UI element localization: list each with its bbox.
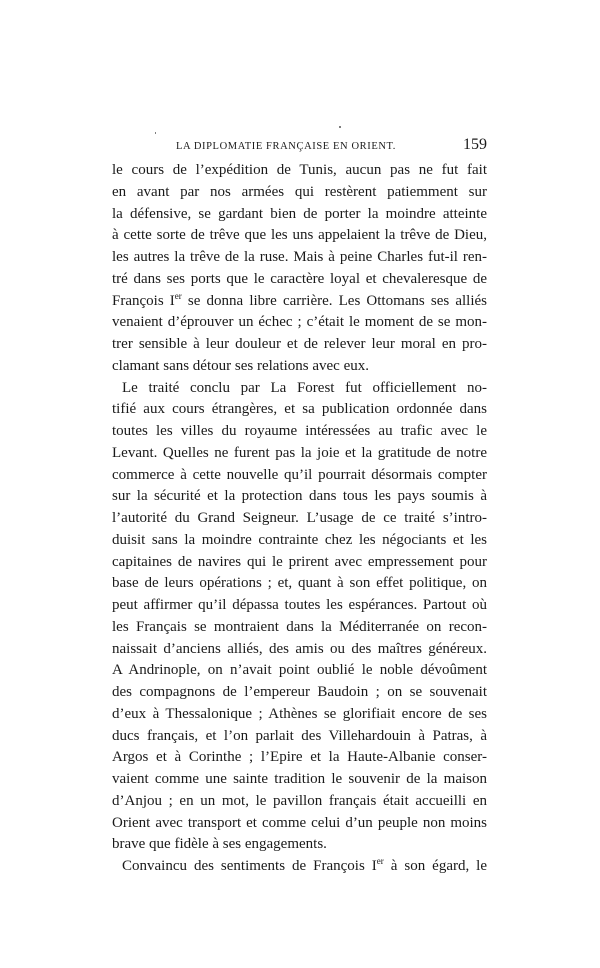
paper-speck (155, 132, 156, 134)
body-text (112, 160, 487, 878)
page-number: 159 (463, 136, 487, 153)
text-line: capitaines de navires qui le prirent avec empressement pour (112, 553, 487, 570)
text-line: ducs français, et l’on parlait des Villehardouin à Patras, à (112, 727, 487, 744)
text-line: clamant sans détour ses relations avec eux. (112, 357, 369, 374)
text-line: des compagnons de l’empereur Baudoin ; on se souvenait (112, 684, 487, 700)
text-line: d’Anjou ; en un mot, le pavillon français était accueilli en (112, 792, 487, 809)
text-line: Levant. Quelles ne furent pas la joie et la gratitude de notre (112, 444, 487, 461)
text-line: tré dans ses ports que le caractère loyal et chevaleresque de (112, 270, 487, 287)
text-line: A Andrinople, on n’avait point oublié le noble dévoûment (112, 662, 487, 679)
text-line: venaient d’éprouver un échec ; c’était le moment de se mon- (112, 314, 487, 331)
running-title: LA DIPLOMATIE FRANÇAISE EN ORIENT. (176, 141, 396, 152)
text-line: toutes les villes du royaume intéressées au trafic avec le (112, 423, 487, 439)
paper-speck (339, 126, 341, 128)
text-line: base de leurs opérations ; et, quant à son effet politique, on (112, 575, 487, 592)
text-line: naissait d’anciens alliés, des amis ou des maîtres généreux. (112, 640, 487, 657)
running-head (112, 136, 487, 156)
text-line: peut affirmer qu’il dépassa toutes les espérances. Partout où (112, 597, 487, 613)
paragraph-start-line: Le traité conclu par La Forest fut officiellement no- (122, 379, 487, 396)
text-line: Argos et à Corinthe ; l’Epire et la Haute-Albanie conser- (112, 749, 487, 766)
text-line: François Ier se donna libre carrière. Les Ottomans ses alliés (112, 290, 487, 309)
text-line: les Français se montraient dans la Méditerranée on recon- (112, 618, 487, 635)
text-line: vaient comme une sainte tradition le souvenir de la maison (112, 771, 487, 787)
text-line: sur la sécurité et la protection dans tous les pays soumis à (112, 488, 487, 505)
text-line: Orient avec transport et comme celui d’un peuple non moins (112, 814, 487, 831)
text-line: la défensive, se gardant bien de porter la moindre atteinte (112, 205, 487, 222)
paragraph-start-line: Convaincu des sentiments de François Ier à son égard, le (122, 856, 487, 874)
text-line: brave que fidèle à ses engagements. (112, 836, 327, 853)
text-line: commerce à cette nouvelle qu’il pourrait désormais compter (112, 466, 487, 483)
text-line: d’eux à Thessalonique ; Athènes se glorifiait encore de ses (112, 705, 487, 722)
text-line: trer sensible à leur douleur et de relever leur moral en pro- (112, 336, 487, 352)
text-line: tifié aux cours étrangères, et sa publication ordonnée dans (112, 401, 487, 418)
text-line: les autres la trêve de la ruse. Mais à peine Charles fut-il ren- (112, 249, 487, 265)
text-line: l’autorité du Grand Seigneur. L’usage de ce traité s’intro- (112, 510, 487, 526)
text-line: en avant par nos armées qui restèrent patiemment sur (112, 183, 487, 200)
text-line: le cours de l’expédition de Tunis, aucun pas ne fut fait (112, 162, 487, 178)
text-line: à cette sorte de trêve que les uns appelaient la trêve de Dieu, (112, 227, 487, 244)
text-line: duisit sans la moindre contrainte chez les négociants et les (112, 531, 487, 548)
